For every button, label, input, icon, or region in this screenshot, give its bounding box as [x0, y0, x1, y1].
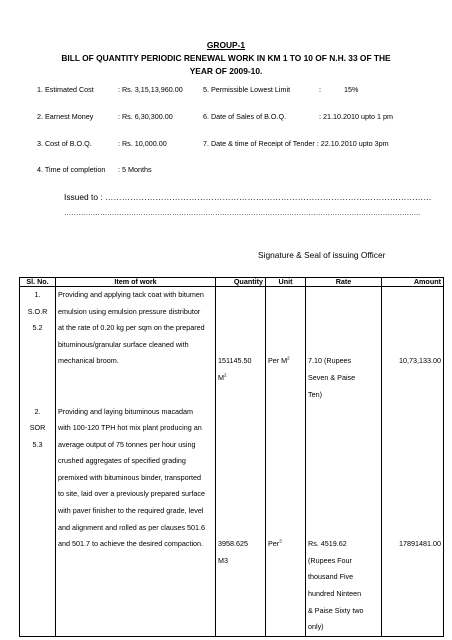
tender-receipt-label: 7. Date & time of Receipt of Tender : 22.10.2010 upto 3pm	[203, 139, 389, 148]
table-row	[20, 287, 444, 404]
row-1-quantity: 151145.50 $M^2$	[216, 287, 266, 404]
earnest-money-value: : Rs. 6,30,300.00	[118, 112, 173, 121]
header-sl-no: Sl. No.	[20, 278, 56, 287]
bill-title-line-2: YEAR OF 2009-10.	[189, 66, 263, 76]
row-2-rate: Rs. 4519.62 (Rupees Four thousand Five hundred Ninteen & Paise Sixty two only)	[306, 404, 382, 637]
row-2-unit: Per$^3$	[266, 404, 306, 637]
table-header-row	[20, 278, 444, 287]
header-quantity: Quantity	[216, 278, 266, 287]
row-1-item: Providing and applying tack coat with bitumen emulsion using emulsion pressure distributor at the rate of 0.20 kg per sqm on the prepared bituminous/granular surface cleaned with mechanical broom.	[56, 287, 216, 404]
estimated-cost-label: 1. Estimated Cost	[37, 85, 94, 94]
header-rate: Rate	[306, 278, 382, 287]
completion-time-value: : 5 Months	[118, 165, 152, 174]
sale-date-label: 6. Date of Sales of B.O.Q.	[203, 112, 287, 121]
issued-to-dotted-line: …………………………………………………………………………………………………………………………………..	[64, 208, 421, 217]
completion-time-label: 4. Time of completion	[37, 165, 106, 174]
row-2-sl: 2. SOR 5.3	[20, 404, 56, 637]
bill-title-line-1: BILL OF QUANTITY PERIODIC RENEWAL WORK IN KM 1 TO 10 OF N.H. 33 OF THE	[61, 53, 391, 63]
boq-cost-value: : Rs. 10,000.00	[118, 139, 167, 148]
permissible-limit-label: 5. Permissible Lowest Limit	[203, 85, 291, 94]
table-row	[20, 404, 444, 637]
permissible-limit-sep: :	[319, 85, 321, 94]
permissible-limit-value: 15%	[344, 85, 359, 94]
row-1-unit: Per $M^2$	[266, 287, 306, 404]
header-unit: Unit	[266, 278, 306, 287]
header-amount: Amount	[382, 278, 444, 287]
row-2-item: Providing and laying bituminous macadam with 100-120 TPH hot mix plant producing an average output of 75 tonnes per hour using crushed aggregates of specified grading premixed with bituminous binder, transported to site, laid over a previously prepared surface with paver finisher to the required grade, level and alignment and rolled as per clauses 501.6 and 501.7 to achieve the desired compaction.	[56, 404, 216, 637]
boq-cost-label: 3. Cost of B.O.Q.	[37, 139, 92, 148]
row-1-sl: 1. S.O.R 5.2	[20, 287, 56, 404]
bill-of-quantity-table	[19, 277, 444, 637]
signature-seal-label: Signature & Seal of issuing Officer	[258, 250, 386, 260]
issued-to-line: Issued to : ………………………………………………………………………………………………………	[64, 192, 432, 202]
sale-date-value: : 21.10.2010 upto 1 pm	[319, 112, 393, 121]
group-heading: GROUP-1	[206, 40, 246, 50]
row-2-quantity: 3958.625 M3	[216, 404, 266, 637]
row-1-rate: 7.10 (Rupees Seven & Paise Ten)	[306, 287, 382, 404]
row-1-amount: 10,73,133.00	[382, 287, 444, 404]
row-2-amount: 17891481.00	[382, 404, 444, 637]
header-item-of-work: Item of work	[56, 278, 216, 287]
earnest-money-label: 2. Earnest Money	[37, 112, 94, 121]
estimated-cost-value: : Rs. 3,15,13,960.00	[118, 85, 183, 94]
